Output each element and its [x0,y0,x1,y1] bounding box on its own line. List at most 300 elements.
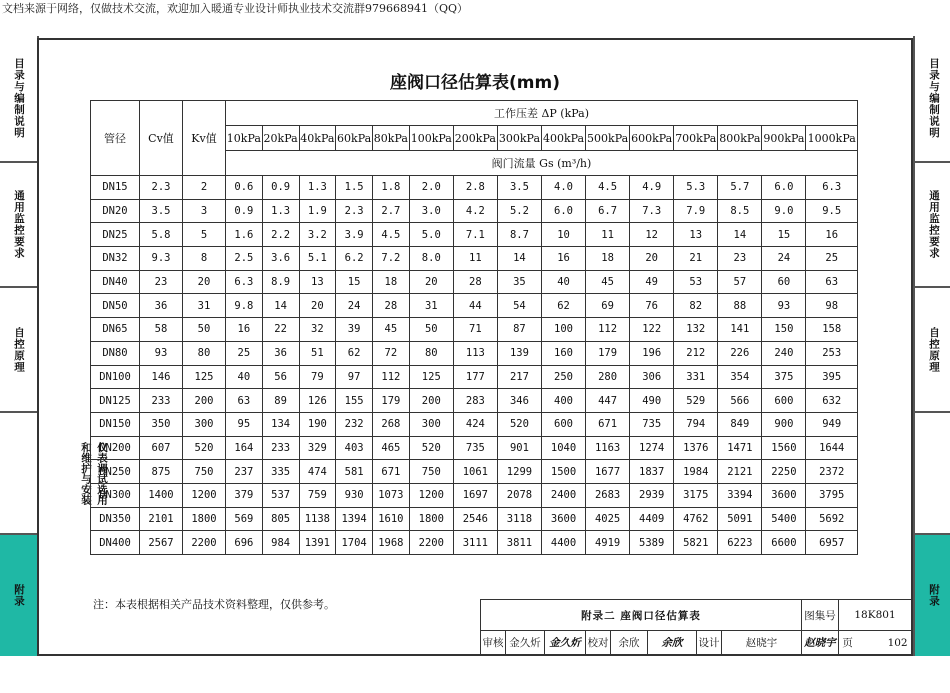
flow-cell: 13 [674,223,718,247]
cv-cell: 350 [140,412,183,436]
flow-cell: 1.3 [299,176,336,200]
pressure-header: 工作压差 ΔP (kPa) [226,101,858,126]
flow-cell: 95 [226,412,263,436]
flow-cell: 735 [630,412,674,436]
table-row [91,247,858,271]
flow-cell: 1500 [541,460,585,484]
atlas-label: 图集号 [802,600,839,631]
flow-cell: 150 [762,318,806,342]
flow-cell: 490 [630,389,674,413]
flow-cell: 4025 [586,507,630,531]
flow-cell: 671 [373,460,410,484]
kv-cell: 20 [183,270,226,294]
flow-header: 阀门流量 Gs (m³/h) [226,151,858,176]
flow-cell: 379 [226,483,263,507]
kv-cell: 520 [183,436,226,460]
cv-cell: 36 [140,294,183,318]
flow-cell: 5692 [806,507,858,531]
flow-cell: 6600 [762,531,806,555]
cv-cell: 5.8 [140,223,183,247]
flow-cell: 62 [541,294,585,318]
flow-cell: 100 [541,318,585,342]
flow-cell: 15 [762,223,806,247]
flow-cell: 62 [336,341,373,365]
flow-cell: 8.0 [409,247,453,271]
flow-cell: 537 [262,483,299,507]
flow-cell: 3.9 [336,223,373,247]
left-tab-catalog[interactable]: 目录与编制说明 [0,36,37,163]
designer-signature: 赵晓宇 [802,631,839,655]
flow-cell: 179 [586,341,630,365]
flow-cell: 57 [718,270,762,294]
flow-cell: 50 [409,318,453,342]
reviewer-name: 金久炘 [506,631,545,655]
pipe-size-cell: DN400 [91,531,140,555]
pipe-size-cell: DN40 [91,270,140,294]
flow-cell: 8.9 [262,270,299,294]
flow-cell: 24 [336,294,373,318]
flow-cell: 11 [453,247,497,271]
flow-cell: 1644 [806,436,858,460]
flow-cell: 4409 [630,507,674,531]
pressure-col-header: 500kPa [586,126,630,151]
kv-cell: 50 [183,318,226,342]
flow-cell: 4.9 [630,176,674,200]
flow-cell: 329 [299,436,336,460]
flow-cell: 93 [762,294,806,318]
flow-cell: 44 [453,294,497,318]
flow-cell: 520 [409,436,453,460]
flow-cell: 72 [373,341,410,365]
flow-cell: 6957 [806,531,858,555]
kv-cell: 1800 [183,507,226,531]
right-tab-instrument[interactable] [915,413,950,535]
flow-cell: 1299 [497,460,541,484]
pressure-col-header: 10kPa [226,126,263,151]
flow-cell: 53 [674,270,718,294]
flow-cell: 930 [336,483,373,507]
pressure-col-header: 1000kPa [806,126,858,151]
col-pipe-header: 管径 [91,101,140,176]
table-row [91,341,858,365]
flow-cell: 122 [630,318,674,342]
flow-cell: 196 [630,341,674,365]
flow-cell: 1800 [409,507,453,531]
flow-cell: 2.0 [409,176,453,200]
flow-cell: 1984 [674,460,718,484]
reviewer-signature: 金久炘 [545,631,586,655]
flow-cell: 56 [262,365,299,389]
pressure-col-header: 400kPa [541,126,585,151]
flow-cell: 54 [497,294,541,318]
flow-cell: 520 [497,412,541,436]
flow-cell: 1391 [299,531,336,555]
flow-cell: 4762 [674,507,718,531]
flow-cell: 16 [806,223,858,247]
flow-cell: 20 [299,294,336,318]
flow-cell: 6.0 [762,176,806,200]
flow-cell: 3.6 [262,247,299,271]
flow-cell: 5.2 [497,199,541,223]
kv-cell: 31 [183,294,226,318]
kv-cell: 750 [183,460,226,484]
pressure-col-header: 200kPa [453,126,497,151]
flow-cell: 1471 [718,436,762,460]
pipe-size-cell: DN25 [91,223,140,247]
flow-cell: 2250 [762,460,806,484]
flow-cell: 88 [718,294,762,318]
flow-cell: 3111 [453,531,497,555]
flow-cell: 1138 [299,507,336,531]
cv-cell: 2567 [140,531,183,555]
pressure-col-header: 80kPa [373,126,410,151]
flow-cell: 6223 [718,531,762,555]
flow-cell: 0.9 [262,176,299,200]
pipe-size-cell: DN300 [91,483,140,507]
flow-cell: 18 [373,270,410,294]
table-row [91,199,858,223]
flow-cell: 240 [762,341,806,365]
table-row [91,436,858,460]
table-row [91,223,858,247]
cv-cell: 58 [140,318,183,342]
flow-cell: 3600 [762,483,806,507]
flow-cell: 2.3 [336,199,373,223]
flow-cell: 9.0 [762,199,806,223]
pressure-col-header: 100kPa [409,126,453,151]
pipe-size-cell: DN250 [91,460,140,484]
check-label: 校对 [586,631,611,655]
flow-cell: 335 [262,460,299,484]
flow-cell: 1968 [373,531,410,555]
flow-cell: 200 [409,389,453,413]
flow-cell: 45 [373,318,410,342]
flow-cell: 233 [262,436,299,460]
pipe-size-cell: DN50 [91,294,140,318]
left-tab-principle[interactable]: 自控原理 [0,288,37,413]
designer-name: 赵晓宇 [722,631,802,655]
kv-cell: 8 [183,247,226,271]
flow-cell: 113 [453,341,497,365]
flow-cell: 1.8 [373,176,410,200]
flow-cell: 759 [299,483,336,507]
flow-cell: 5.1 [299,247,336,271]
pipe-size-cell: DN65 [91,318,140,342]
flow-cell: 160 [541,341,585,365]
flow-cell: 23 [718,247,762,271]
pipe-size-cell: DN150 [91,412,140,436]
cv-cell: 23 [140,270,183,294]
flow-cell: 24 [762,247,806,271]
flow-cell: 21 [674,247,718,271]
table-row [91,389,858,413]
flow-cell: 1610 [373,507,410,531]
flow-cell: 581 [336,460,373,484]
table-row [91,412,858,436]
flow-cell: 126 [299,389,336,413]
flow-cell: 177 [453,365,497,389]
flow-cell: 22 [262,318,299,342]
cv-cell: 2101 [140,507,183,531]
flow-cell: 1697 [453,483,497,507]
flow-cell: 112 [373,365,410,389]
flow-cell: 179 [373,389,410,413]
cv-cell: 3.5 [140,199,183,223]
table-row [91,460,858,484]
flow-cell: 1.3 [262,199,299,223]
page-label: 页 [842,637,853,649]
atlas-number: 18K801 [839,600,912,631]
flow-cell: 331 [674,365,718,389]
kv-cell: 200 [183,389,226,413]
flow-cell: 403 [336,436,373,460]
cv-cell: 93 [140,341,183,365]
flow-cell: 2546 [453,507,497,531]
flow-cell: 2400 [541,483,585,507]
flow-cell: 3811 [497,531,541,555]
kv-cell: 80 [183,341,226,365]
left-tab-general[interactable]: 通用监控要求 [0,163,37,288]
flow-cell: 35 [497,270,541,294]
flow-cell: 1.9 [299,199,336,223]
flow-cell: 1040 [541,436,585,460]
flow-cell: 671 [586,412,630,436]
flow-cell: 0.9 [226,199,263,223]
right-tab-appendix[interactable]: 附录 [915,535,950,656]
flow-cell: 0.6 [226,176,263,200]
flow-cell: 16 [541,247,585,271]
flow-cell: 1677 [586,460,630,484]
pressure-col-header: 20kPa [262,126,299,151]
flow-cell: 18 [586,247,630,271]
flow-cell: 949 [806,412,858,436]
flow-cell: 155 [336,389,373,413]
pipe-size-cell: DN200 [91,436,140,460]
flow-cell: 9.5 [806,199,858,223]
flow-cell: 2.5 [226,247,263,271]
flow-cell: 237 [226,460,263,484]
flow-cell: 10 [541,223,585,247]
cv-cell: 146 [140,365,183,389]
flow-cell: 2078 [497,483,541,507]
flow-cell: 125 [409,365,453,389]
flow-cell: 283 [453,389,497,413]
right-tab-principle[interactable]: 自控原理 [915,288,950,413]
flow-cell: 39 [336,318,373,342]
flow-cell: 13 [299,270,336,294]
page-number: 102 [887,637,908,649]
flow-cell: 7.1 [453,223,497,247]
flow-cell: 400 [541,389,585,413]
flow-cell: 87 [497,318,541,342]
flow-cell: 1200 [409,483,453,507]
flow-cell: 232 [336,412,373,436]
flow-cell: 3.5 [497,176,541,200]
flow-cell: 97 [336,365,373,389]
flow-cell: 217 [497,365,541,389]
flow-cell: 6.2 [336,247,373,271]
table-row [91,176,858,200]
flow-cell: 1274 [630,436,674,460]
pressure-col-header: 40kPa [299,126,336,151]
flow-cell: 1.5 [336,176,373,200]
valve-size-table [90,100,858,555]
pressure-col-header: 300kPa [497,126,541,151]
flow-cell: 4.0 [541,176,585,200]
pressure-col-header: 700kPa [674,126,718,151]
left-nav-tabs [0,36,108,656]
pressure-col-header: 60kPa [336,126,373,151]
flow-cell: 1073 [373,483,410,507]
flow-cell: 1163 [586,436,630,460]
flow-cell: 51 [299,341,336,365]
flow-cell: 63 [806,270,858,294]
flow-cell: 80 [409,341,453,365]
flow-cell: 4.5 [373,223,410,247]
flow-cell: 849 [718,412,762,436]
flow-cell: 4.2 [453,199,497,223]
flow-cell: 12 [630,223,674,247]
cv-cell: 233 [140,389,183,413]
flow-cell: 15 [336,270,373,294]
flow-cell: 600 [541,412,585,436]
flow-cell: 901 [497,436,541,460]
page-title: 座阀口径估算表(mm) [390,73,560,93]
table-row [91,318,858,342]
flow-cell: 424 [453,412,497,436]
flow-cell: 2372 [806,460,858,484]
flow-cell: 79 [299,365,336,389]
flow-cell: 25 [806,247,858,271]
flow-cell: 16 [226,318,263,342]
flow-cell: 750 [409,460,453,484]
kv-cell: 2200 [183,531,226,555]
flow-cell: 3394 [718,483,762,507]
flow-cell: 112 [586,318,630,342]
cv-cell: 9.3 [140,247,183,271]
flow-cell: 32 [299,318,336,342]
flow-cell: 1837 [630,460,674,484]
flow-cell: 60 [762,270,806,294]
left-tab-instrument[interactable]: 仪表调试选用 和维护与安装 [0,413,37,535]
flow-cell: 4.5 [586,176,630,200]
flow-cell: 31 [409,294,453,318]
flow-cell: 76 [630,294,674,318]
flow-cell: 4400 [541,531,585,555]
flow-cell: 900 [762,412,806,436]
pressure-col-header: 600kPa [630,126,674,151]
flow-cell: 6.3 [226,270,263,294]
flow-cell: 132 [674,318,718,342]
right-tab-catalog[interactable]: 目录与编制说明 [915,36,950,163]
pipe-size-cell: DN125 [91,389,140,413]
flow-cell: 354 [718,365,762,389]
page-cell [839,631,912,655]
flow-cell: 28 [453,270,497,294]
kv-cell: 5 [183,223,226,247]
flow-cell: 600 [762,389,806,413]
flow-cell: 632 [806,389,858,413]
flow-cell: 20 [409,270,453,294]
flow-cell: 566 [718,389,762,413]
col-cv-header: Cv值 [140,101,183,176]
table-row [91,483,858,507]
left-tab-appendix[interactable]: 附录 [0,535,37,656]
flow-cell: 250 [541,365,585,389]
flow-cell: 14 [718,223,762,247]
flow-cell: 82 [674,294,718,318]
flow-cell: 20 [630,247,674,271]
col-kv-header: Kv值 [183,101,226,176]
right-nav-tabs [913,36,950,656]
flow-cell: 141 [718,318,762,342]
title-block [480,599,912,655]
design-label: 设计 [697,631,722,655]
flow-cell: 28 [373,294,410,318]
flow-cell: 5.7 [718,176,762,200]
cv-cell: 875 [140,460,183,484]
pipe-size-cell: DN350 [91,507,140,531]
flow-cell: 2683 [586,483,630,507]
flow-cell: 6.3 [806,176,858,200]
table-row [91,294,858,318]
flow-cell: 3600 [541,507,585,531]
flow-cell: 1704 [336,531,373,555]
flow-cell: 306 [630,365,674,389]
right-tab-general[interactable]: 通用监控要求 [915,163,950,288]
table-row [91,270,858,294]
flow-cell: 735 [453,436,497,460]
flow-cell: 2.7 [373,199,410,223]
flow-cell: 2939 [630,483,674,507]
header-note: 文档来源于网络，仅做技术交流，欢迎加入暖通专业设计师执业技术交流群979668941（QQ） [2,2,469,15]
flow-cell: 253 [806,341,858,365]
flow-cell: 139 [497,341,541,365]
flow-cell: 1061 [453,460,497,484]
flow-cell: 69 [586,294,630,318]
flow-cell: 2121 [718,460,762,484]
pipe-size-cell: DN20 [91,199,140,223]
table-row [91,531,858,555]
flow-cell: 11 [586,223,630,247]
pipe-size-cell: DN15 [91,176,140,200]
pressure-col-header: 900kPa [762,126,806,151]
cv-cell: 1400 [140,483,183,507]
flow-cell: 447 [586,389,630,413]
flow-cell: 5389 [630,531,674,555]
pipe-size-cell: DN80 [91,341,140,365]
flow-cell: 7.9 [674,199,718,223]
flow-cell: 36 [262,341,299,365]
flow-cell: 280 [586,365,630,389]
flow-cell: 7.3 [630,199,674,223]
flow-cell: 40 [226,365,263,389]
kv-cell: 125 [183,365,226,389]
kv-cell: 300 [183,412,226,436]
flow-cell: 5821 [674,531,718,555]
pipe-size-cell: DN100 [91,365,140,389]
flow-cell: 190 [299,412,336,436]
flow-cell: 14 [262,294,299,318]
flow-cell: 1560 [762,436,806,460]
flow-cell: 300 [409,412,453,436]
flow-cell: 1376 [674,436,718,460]
table-row [91,507,858,531]
flow-cell: 3.0 [409,199,453,223]
flow-cell: 375 [762,365,806,389]
flow-cell: 8.5 [718,199,762,223]
kv-cell: 3 [183,199,226,223]
